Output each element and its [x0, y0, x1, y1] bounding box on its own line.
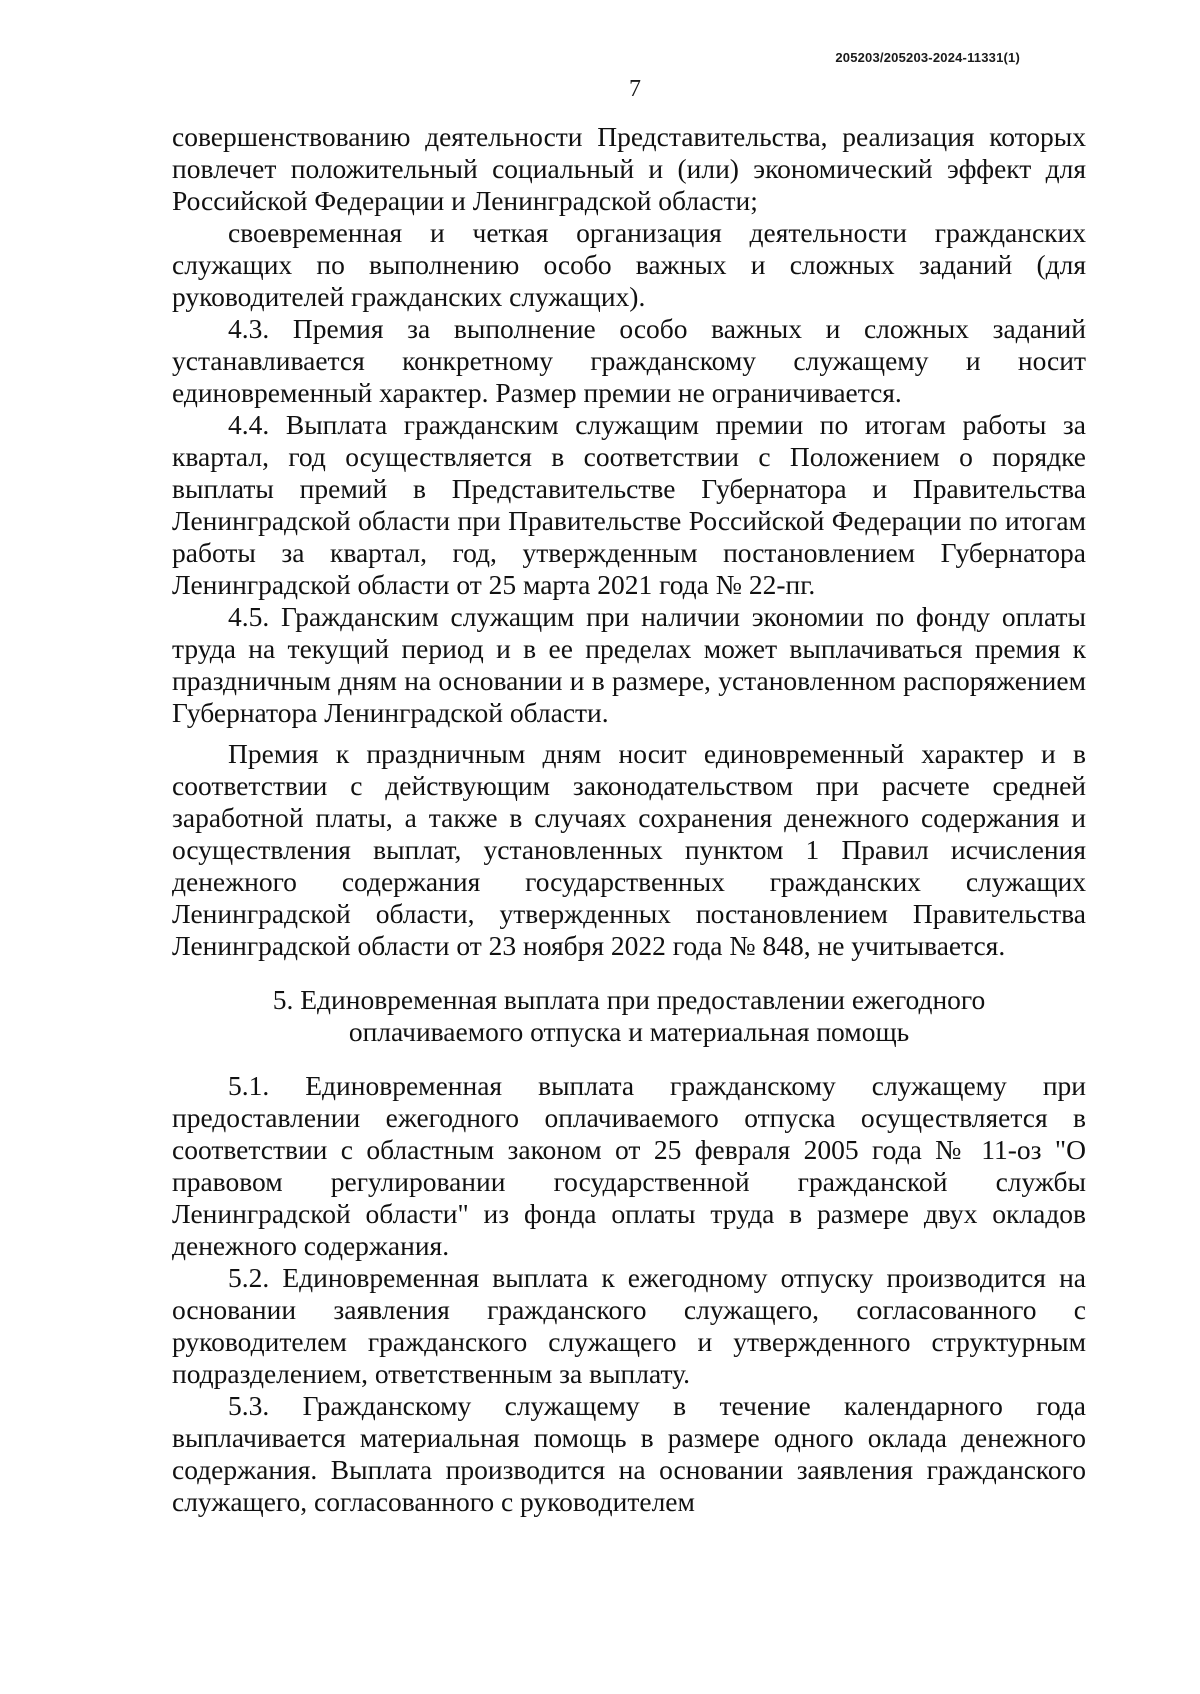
- paragraph-5-2: 5.2. Единовременная выплата к ежегодному отпуску производится на основании заявления гражданского служащего, согласованного с руководителем гражданского служащего и утвержденного структурным подразделением, ответственным за выплату.: [172, 1262, 1086, 1389]
- paragraph-4-4: 4.4. Выплата гражданским служащим премии по итогам работы за квартал, год осуществляется в соответствии с Положением о порядке выплаты премий в Представительстве Губернатора и Правительства Ленинградской области при Правительстве Российской Федерации по итогам работы за квартал, год, утвержденным постановлением Губернатора Ленинградской области от 25 марта 2021 года № 22-пг.: [172, 409, 1086, 600]
- page-number: 7: [629, 76, 641, 102]
- section-5-heading-line2: оплачиваемого отпуска и материальная помощь: [348, 1016, 910, 1047]
- paragraph-4-3: 4.3. Премия за выполнение особо важных и сложных заданий устанавливается конкретному гражданскому служащему и носит единовременный характер. Размер премии не ограничивается.: [172, 313, 1086, 408]
- document-id: 205203/205203-2024-11331(1): [835, 50, 1020, 65]
- paragraph-4-5: 4.5. Гражданским служащим при наличии экономии по фонду оплаты труда на текущий период и в ее пределах может выплачиваться премия к праздничным дням на основании и в размере, установленном распоряжением Губернатора Ленинградской области.: [172, 601, 1086, 728]
- section-5-heading: [172, 984, 1086, 1048]
- section-5-heading-line1: 5. Единовременная выплата при предоставлении ежегодного: [272, 984, 986, 1015]
- paragraph-holiday-bonus: Премия к праздничным дням носит единовременный характер и в соответствии с действующим законодательством при расчете средней заработной платы, а также в случаях сохранения денежного содержания и осуществления выплат, установленных пунктом 1 Правил исчисления денежного содержания государственных гражданских служащих Ленинградской области, утвержденных постановлением Правительства Ленинградской области от 23 ноября 2022 года № 848, не учитывается.: [172, 738, 1086, 961]
- document-body: [172, 121, 1086, 1518]
- paragraph-continuation: совершенствованию деятельности Представительства, реализация которых повлечет положительный социальный и (или) экономический эффект для Российской Федерации и Ленинградской области;: [172, 121, 1086, 216]
- paragraph-5-3: 5.3. Гражданскому служащему в течение календарного года выплачивается материальная помощь в размере одного оклада денежного содержания. Выплата производится на основании заявления гражданского служащего, согласованного с руководителем: [172, 1390, 1086, 1517]
- paragraph-criteria: своевременная и четкая организация деятельности гражданских служащих по выполнению особо важных и сложных заданий (для руководителей гражданских служащих).: [172, 217, 1086, 312]
- paragraph-5-1: 5.1. Единовременная выплата гражданскому служащему при предоставлении ежегодного оплачиваемого отпуска осуществляется в соответствии с областным законом от 25 февраля 2005 года № 11-оз "О правовом регулировании государственной гражданской службы Ленинградской области" из фонда оплаты труда в размере двух окладов денежного содержания.: [172, 1070, 1086, 1261]
